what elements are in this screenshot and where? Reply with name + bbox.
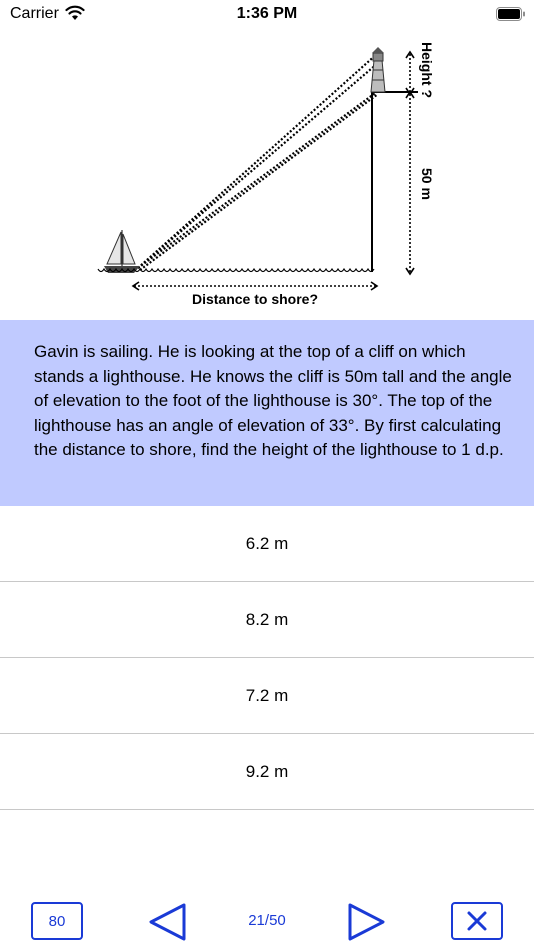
- sailboat-icon: [104, 230, 140, 273]
- question-progress: 21/50: [248, 912, 286, 929]
- answer-option[interactable]: 6.2 m: [0, 506, 534, 582]
- waves: [98, 269, 374, 272]
- question-panel: [0, 320, 534, 506]
- previous-arrow-icon[interactable]: [146, 902, 188, 942]
- question-text: Gavin is sailing. He is looking at the top of a cliff on which stands a lighthouse. He knows the cliff is 50m tall and the angle of elevation to the foot of the lighthouse is 30°. The top of the lighthouse has an angle of elevation of 33°. By first calculating the distance to shore, find the height of the lighthouse to 1 d.p.: [34, 342, 512, 459]
- bottom-toolbar: [0, 898, 534, 946]
- cliff-height-label: 50 m: [419, 168, 435, 200]
- lighthouse-diagram: [0, 40, 534, 320]
- height-label: Height ?: [419, 42, 435, 98]
- carrier-label: Carrier: [10, 5, 59, 22]
- answer-option[interactable]: 7.2 m: [0, 658, 534, 734]
- answer-option[interactable]: 8.2 m: [0, 582, 534, 658]
- lighthouse-icon: [371, 47, 385, 92]
- distance-measure-arrow: [133, 282, 377, 290]
- score-button[interactable]: 80: [31, 902, 83, 940]
- battery-icon: [496, 7, 526, 21]
- close-button[interactable]: [451, 902, 503, 940]
- sight-lines: [138, 53, 378, 270]
- status-time: 1:36 PM: [236, 5, 298, 22]
- height-measure-arrow: [406, 52, 414, 274]
- cliff: [372, 92, 418, 272]
- distance-label: Distance to shore?: [191, 291, 319, 307]
- next-arrow-icon[interactable]: [346, 902, 388, 942]
- answer-list: [0, 506, 534, 810]
- status-bar: [0, 0, 534, 30]
- answer-option[interactable]: 9.2 m: [0, 734, 534, 810]
- close-icon: [466, 910, 488, 932]
